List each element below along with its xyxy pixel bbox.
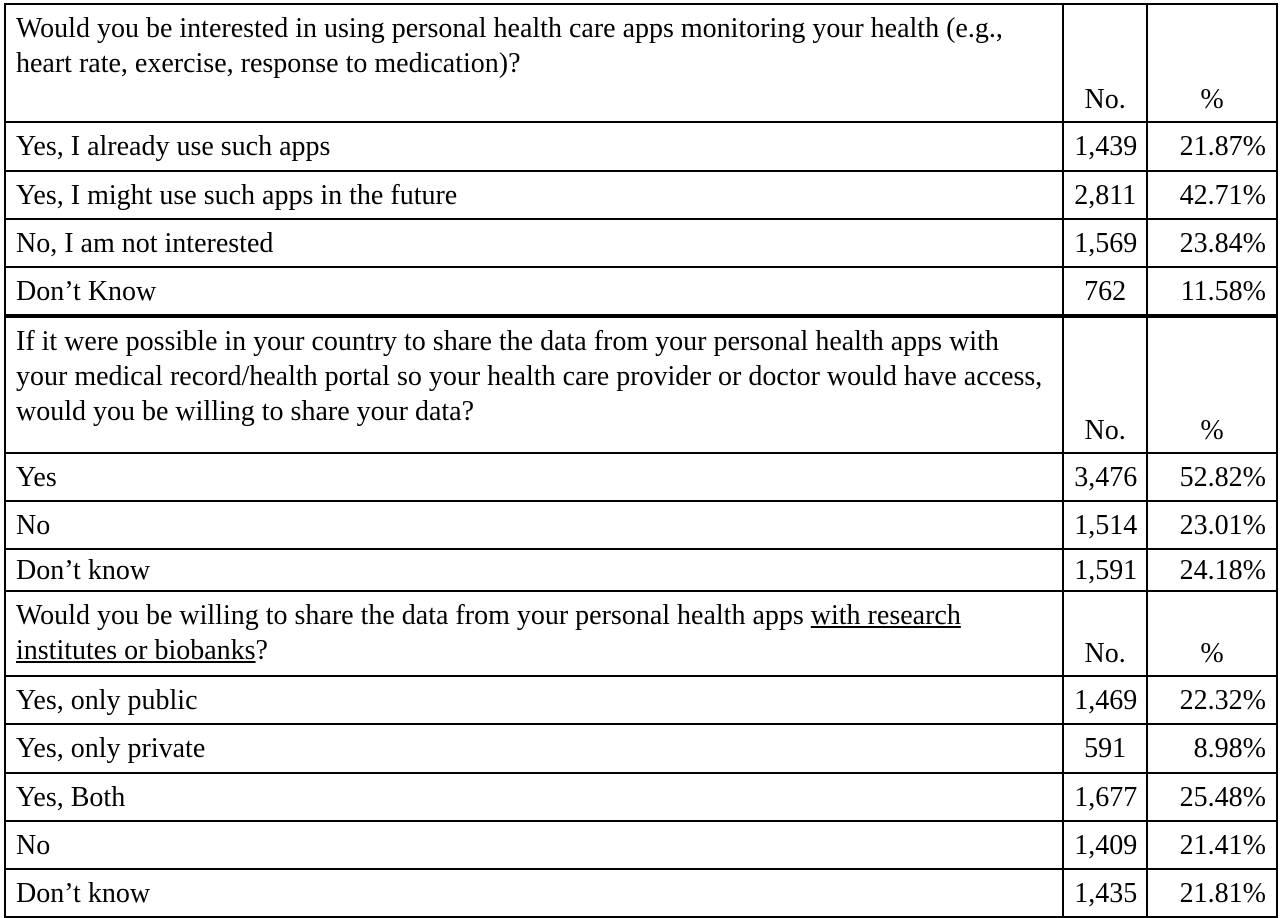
- column-header-no: No.: [1063, 591, 1147, 676]
- column-header-percent: %: [1147, 4, 1277, 122]
- row-count: 1,677: [1063, 773, 1147, 821]
- row-label: Don’t know: [5, 869, 1063, 917]
- row-count: 1,591: [1063, 549, 1147, 591]
- question-row-share-with-research: [5, 591, 1277, 676]
- row-label: Yes, I might use such apps in the future: [5, 171, 1063, 219]
- row-label: Yes, I already use such apps: [5, 122, 1063, 171]
- table-row: [5, 171, 1277, 219]
- question-text-end: ?: [255, 635, 268, 666]
- row-percent: 23.01%: [1147, 501, 1277, 549]
- row-count: 1,409: [1063, 821, 1147, 869]
- question-text: If it were possible in your country to share the data from your personal health apps with your medical record/health portal so your health care provider or doctor would have access, would you be willing to share your data?: [5, 316, 1063, 453]
- table-row: [5, 219, 1277, 267]
- table-row: [5, 773, 1277, 821]
- question-text-underlined: with research institutes or biobanks: [16, 600, 961, 666]
- row-count: 1,439: [1063, 122, 1147, 171]
- row-count: 1,469: [1063, 676, 1147, 724]
- row-count: 1,569: [1063, 219, 1147, 267]
- row-count: 591: [1063, 724, 1147, 773]
- table-row: [5, 869, 1277, 917]
- row-percent: 21.41%: [1147, 821, 1277, 869]
- row-percent: 21.87%: [1147, 122, 1277, 171]
- column-header-no: No.: [1063, 4, 1147, 122]
- row-percent: 11.58%: [1147, 267, 1277, 316]
- row-percent: 42.71%: [1147, 171, 1277, 219]
- row-label: Don’t Know: [5, 267, 1063, 316]
- row-count: 1,435: [1063, 869, 1147, 917]
- table-row: [5, 549, 1277, 591]
- row-percent: 21.81%: [1147, 869, 1277, 917]
- column-header-percent: %: [1147, 316, 1277, 453]
- row-label: Yes, only private: [5, 724, 1063, 773]
- column-header-no: No.: [1063, 316, 1147, 453]
- table-row: [5, 453, 1277, 501]
- row-label: No, I am not interested: [5, 219, 1063, 267]
- row-percent: 8.98%: [1147, 724, 1277, 773]
- row-label: No: [5, 821, 1063, 869]
- column-header-percent: %: [1147, 591, 1277, 676]
- row-label: Yes, only public: [5, 676, 1063, 724]
- question-row-apps-interest: [5, 4, 1277, 122]
- table-row: [5, 821, 1277, 869]
- row-percent: 25.48%: [1147, 773, 1277, 821]
- question-text-start: Would you be willing to share the data from your personal health apps: [16, 600, 811, 631]
- table-row: [5, 724, 1277, 773]
- question-text: Would you be interested in using personal health care apps monitoring your health (e.g., heart rate, exercise, response to medication)?: [5, 4, 1063, 122]
- row-label: Don’t know: [5, 549, 1063, 591]
- row-count: 3,476: [1063, 453, 1147, 501]
- row-percent: 23.84%: [1147, 219, 1277, 267]
- table-row: [5, 501, 1277, 549]
- row-count: 762: [1063, 267, 1147, 316]
- table-row: [5, 267, 1277, 316]
- table-row: [5, 676, 1277, 724]
- row-percent: 22.32%: [1147, 676, 1277, 724]
- row-label: Yes: [5, 453, 1063, 501]
- row-label: Yes, Both: [5, 773, 1063, 821]
- row-percent: 52.82%: [1147, 453, 1277, 501]
- question-text: [5, 591, 1063, 676]
- table-row: [5, 122, 1277, 171]
- row-percent: 24.18%: [1147, 549, 1277, 591]
- survey-table: [4, 3, 1278, 918]
- question-row-share-with-provider: [5, 316, 1277, 453]
- row-count: 2,811: [1063, 171, 1147, 219]
- row-label: No: [5, 501, 1063, 549]
- row-count: 1,514: [1063, 501, 1147, 549]
